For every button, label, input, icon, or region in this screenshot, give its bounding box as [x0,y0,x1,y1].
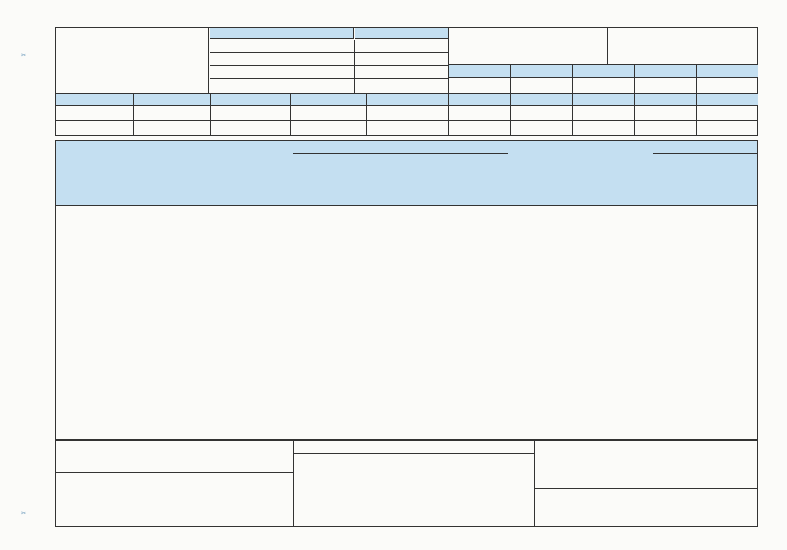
meter-header [448,64,758,78]
form-title [448,28,608,64]
crew-header [210,28,354,39]
role-header [355,28,448,39]
cut-mark-icon: ✂ [21,511,27,517]
orderer-field[interactable] [56,441,293,472]
series-block[interactable] [609,28,758,64]
delay-field[interactable] [294,454,534,527]
signature-field[interactable] [535,489,757,527]
crew-rows[interactable] [210,40,448,93]
main-header [56,141,757,206]
cut-mark-icon: ✂ [21,53,27,59]
dispatch-field[interactable] [56,473,293,527]
control-field[interactable] [535,441,757,488]
vehicle-header [56,93,448,106]
meter-values[interactable] [448,78,758,93]
km-header [448,93,758,106]
carrier-field[interactable] [56,28,209,93]
station-field[interactable] [294,441,534,453]
